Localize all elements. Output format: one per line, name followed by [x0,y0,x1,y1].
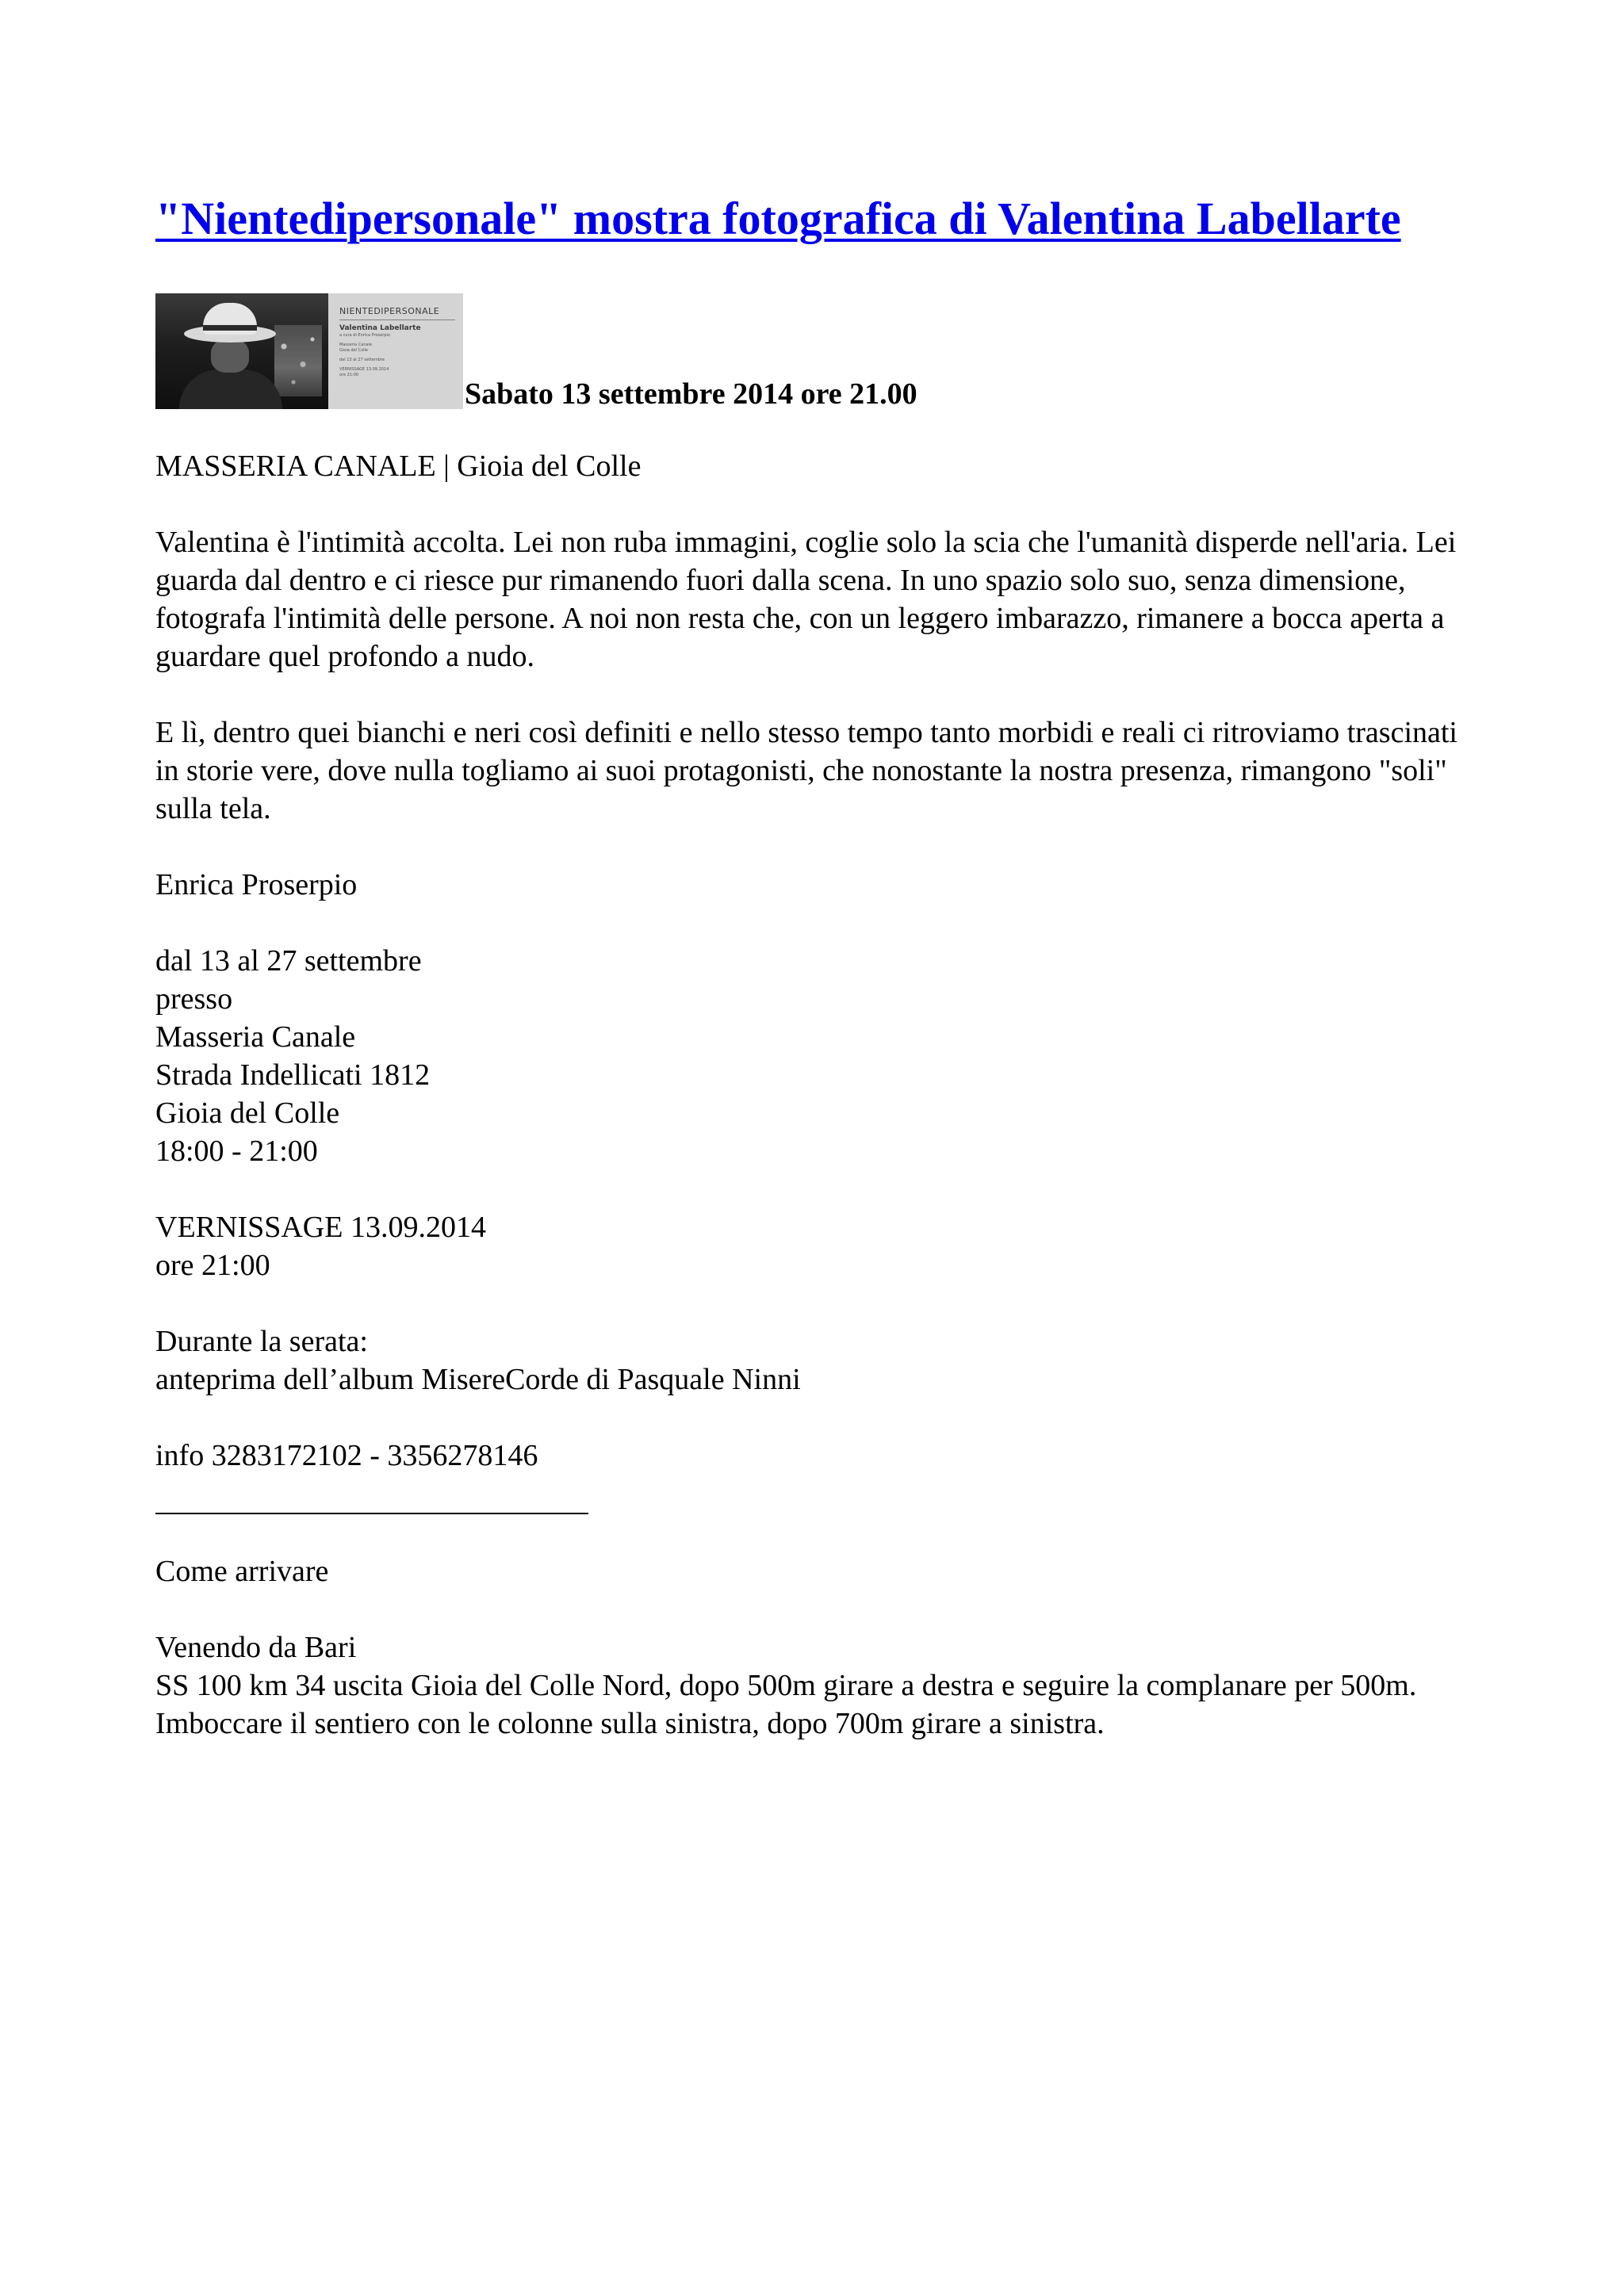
event-thumbnail [155,293,463,409]
details-line: Masseria Canale [155,1020,356,1054]
thumbnail-card-subtitle: Valentina Labellarte [339,324,421,332]
event-date: Sabato 13 settembre 2014 ore 21.00 [465,377,917,411]
vernissage-line: VERNISSAGE 13.09.2014 [155,1211,486,1244]
thumbnail-card-line: dal 13 al 27 settembre [339,358,385,362]
thumbnail-card-line: Gioia del Colle [339,348,368,353]
details-line: presso [155,982,233,1016]
figure-body-decoration [179,369,282,409]
evening-line: Durante la serata: [155,1325,368,1358]
exhibition-details [155,942,1488,1170]
contact-info: info 3283172102 - 3356278146 [155,1439,538,1472]
directions-text: SS 100 km 34 uscita Gioia del Colle Nord, dopo 500m girare a destra e seguire la complanare per 500m. Imboccare il sentiero con le colonne sulla sinistra, dopo 700m girare a sinistra. [155,1669,1417,1740]
evening-line: anteprima dell’album MisereCorde di Pasquale Ninni [155,1363,801,1396]
thumbnail-card-line: VERNISSAGE 13.09.2014 [339,367,389,372]
vernissage-line: ore 21:00 [155,1249,270,1282]
details-line: dal 13 al 27 settembre [155,944,422,978]
figure-face-decoration [211,339,249,373]
details-line: 18:00 - 21:00 [155,1135,318,1168]
title-link[interactable]: "Nientedipersonale" mostra fotografica di Valentina Labellarte [155,193,1401,244]
directions-heading: Come arrivare [155,1555,329,1588]
body-text [155,409,1488,1743]
directions-origin: Venendo da Bari [155,1631,357,1664]
venue-line: MASSERIA CANALE | Gioia del Colle [155,450,642,483]
author-name: Enrica Proserpio [155,868,358,901]
page-title [155,190,1488,247]
document-page [155,190,1488,1743]
thumbnail-card-title: NIENTEDIPERSONALE [339,306,440,316]
description-paragraph: E lì, dentro quei bianchi e neri così definiti e nello stesso tempo tanto morbidi e reali ci ritroviamo trascinati in storie vere, dove nulla togliamo ai suoi protagonisti, che nonostante la nostra presenza, rimangono "soli" sulla tela. [155,716,1457,825]
description-paragraph: Valentina è l'intimità accolta. Lei non ruba immagini, coglie solo la scia che l'umanità disperde nell'aria. Lei guarda dal dentro e ci riesce pur rimanendo fuori dalla scena. In uno spazio solo suo, senza dimensione, fotografa l'intimità delle persone. A noi non resta che, con un leggero imbarazzo, rimanere a bocca aperta a guardare quel profondo a nudo. [155,526,1457,673]
thumbnail-photo [155,293,328,409]
evening-info [155,1322,1488,1399]
thumbnail-card-line: ore 21:00 [339,373,359,377]
vernissage-info [155,1208,1488,1284]
hat-band-decoration [203,325,257,331]
directions [155,1628,1488,1743]
thumbnail-card-line: a cura di Enrica Proserpio [339,333,390,338]
street-lights-decoration [274,325,322,396]
details-line: Strada Indellicati 1812 [155,1058,431,1092]
details-line: Gioia del Colle [155,1096,340,1130]
thumbnail-card [328,293,463,409]
event-header [155,293,1488,409]
thumbnail-card-line: Masseria Canale [339,342,373,347]
